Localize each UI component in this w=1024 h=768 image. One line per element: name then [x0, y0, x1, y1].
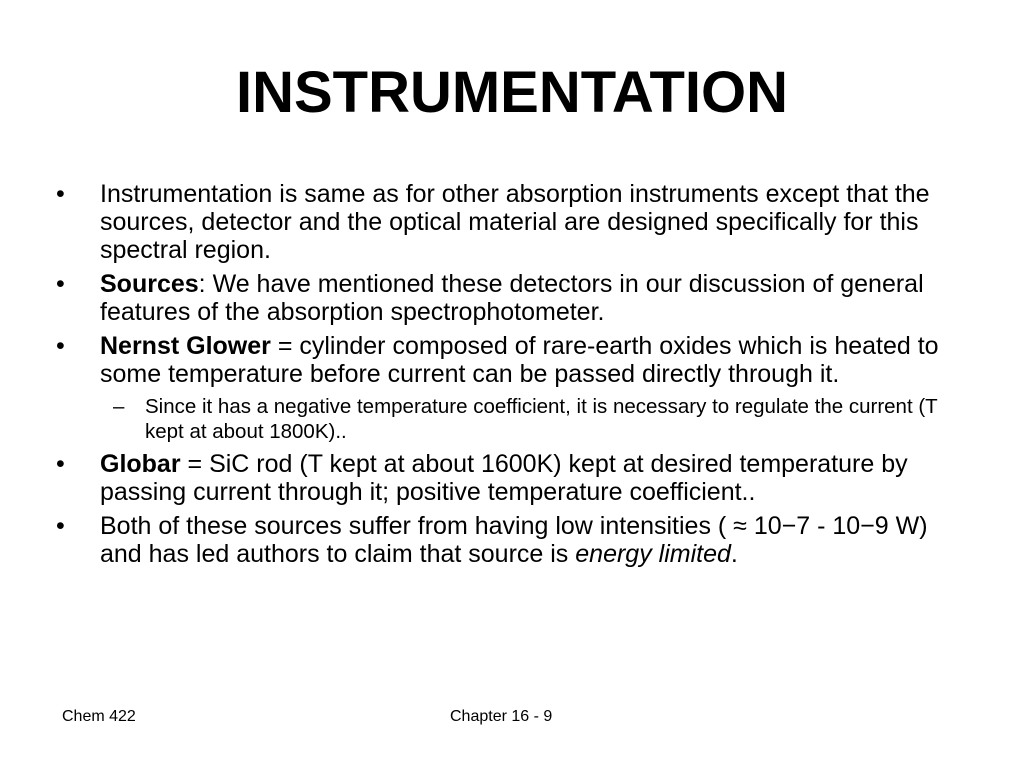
dash-glyph: – — [113, 395, 125, 418]
sub-item-negative-coefficient — [56, 394, 956, 444]
bullet-glyph: • — [56, 180, 65, 208]
slide-title: INSTRUMENTATION — [235, 60, 789, 125]
bullet-item-sources — [56, 270, 956, 326]
bullet-item-nernst-glower — [56, 332, 956, 388]
bullet-term: Globar — [100, 450, 181, 478]
bullet-glyph: • — [56, 332, 65, 360]
slide-body — [56, 180, 956, 574]
footer-chapter-page: Chapter 16 - 9 — [450, 708, 553, 725]
bullet-text: = SiC rod (T kept at about 1600K) kept at desired temperature by passing current through it; positive temperature coefficient.. — [100, 450, 908, 506]
bullet-glyph: • — [56, 512, 65, 540]
bullet-text: = cylinder composed of rare-earth oxides which is heated to some temperature before current can be passed directly through it. — [100, 332, 939, 388]
footer-course: Chem 422 — [62, 708, 136, 725]
bullet-term: Sources — [100, 270, 199, 298]
bullet-item-globar — [56, 450, 956, 506]
bullet-glyph: • — [56, 450, 65, 478]
bullet-text: : We have mentioned these detectors in our discussion of general features of the absorption spectrophotometer. — [100, 270, 924, 326]
bullet-tail: . — [730, 540, 738, 568]
sub-item-text: Since it has a negative temperature coefficient, it is necessary to regulate the current (T kept at about 1800K).. — [145, 395, 938, 443]
bullet-text: Instrumentation is same as for other absorption instruments except that the sources, detector and the optical material are designed specifically for this spectral region. — [100, 180, 930, 264]
bullet-text: Both of these sources suffer from having low intensities ( ≈ 10−7 - 10−9 W) and has led authors to claim that source is — [100, 512, 928, 568]
bullet-term: Nernst Glower — [100, 332, 271, 360]
bullet-glyph: • — [56, 270, 65, 298]
bullet-item-instrumentation — [56, 180, 956, 264]
bullet-emphasis: energy limited — [575, 540, 731, 568]
bullet-item-low-intensities — [56, 512, 956, 568]
